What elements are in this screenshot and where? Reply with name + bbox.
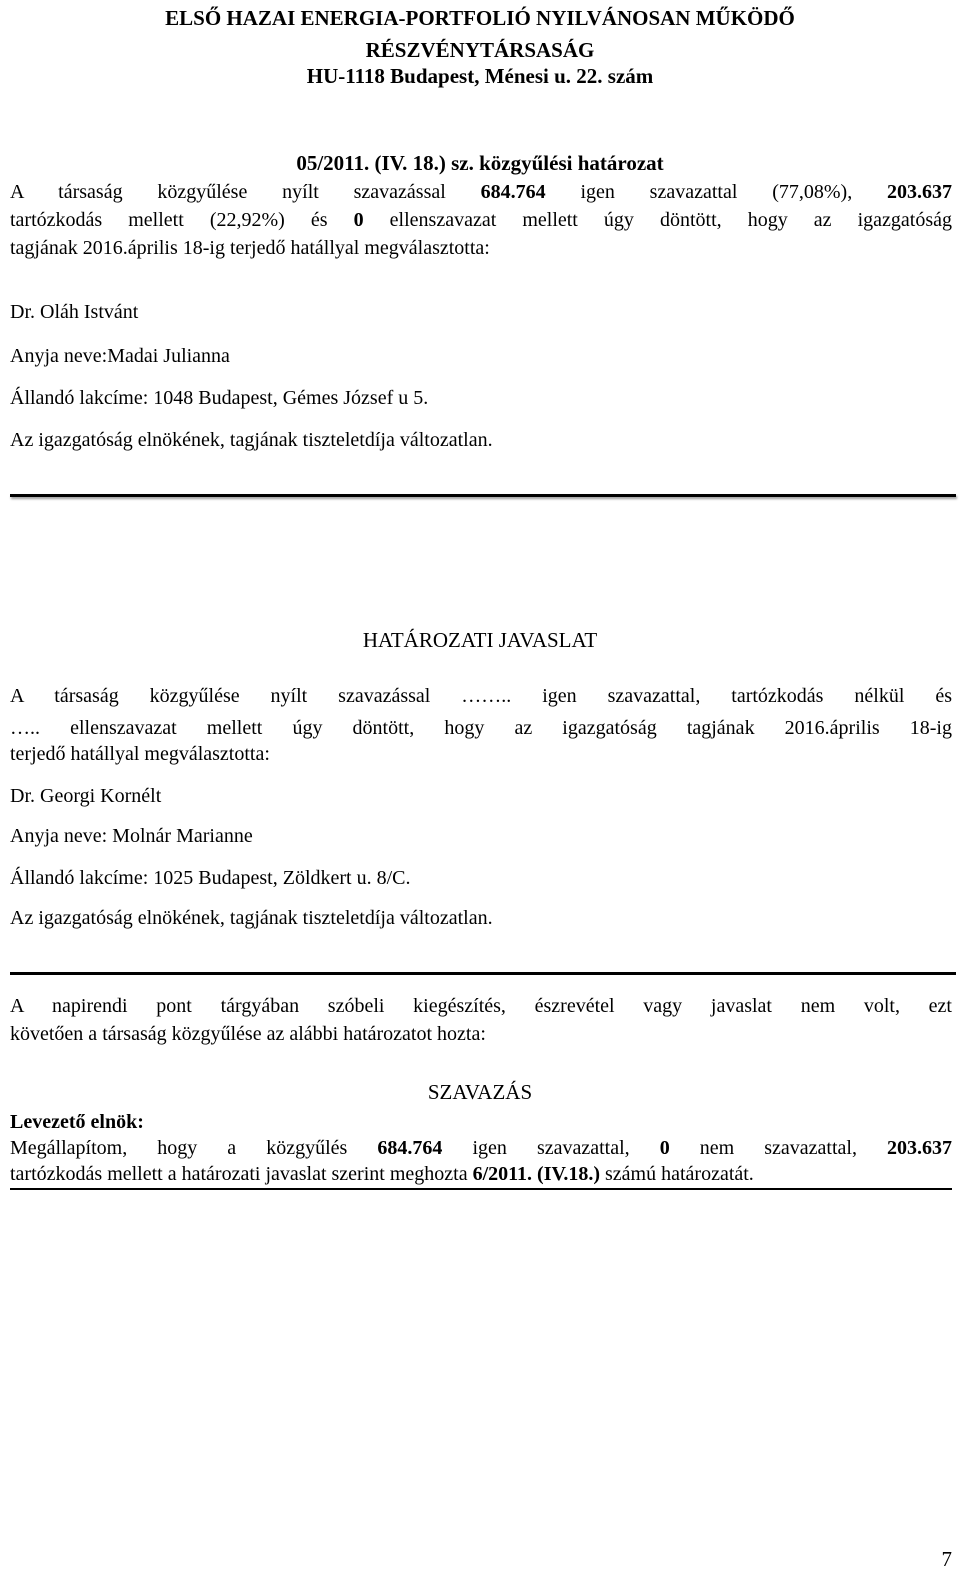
- elected-name: Dr. Oláh Istvánt: [10, 301, 139, 323]
- resolution-text-line1: A társaság közgyűlése nyílt szavazással 684.764 igen szavazattal (77,08%), 203.637: [10, 181, 953, 203]
- resolution-title: 05/2011. (IV. 18.) sz. közgyűlési határozat: [296, 151, 664, 175]
- vote-text-line2: tartózkodás mellett a határozati javaslat szerint meghozta 6/2011. (IV.18.) számú határozatát.: [10, 1163, 754, 1185]
- proposal-text-line3: terjedő hatállyal megválasztotta:: [10, 743, 270, 765]
- proposal-text-line2: ….. ellenszavazat mellett úgy döntött, hogy az igazgatóság tagjának 2016.április 18-ig: [10, 717, 952, 739]
- company-address: HU-1118 Budapest, Ménesi u. 22. szám: [306, 64, 654, 88]
- vote-no: 0: [659, 1137, 670, 1159]
- resolution-text-line3: tagjának 2016.április 18-ig terjedő hatállyal megválasztotta:: [10, 237, 490, 259]
- section-divider-2: [10, 972, 956, 975]
- proposal-text-line1: A társaság közgyűlése nyílt szavazással …….. igen szavazattal, tartózkodás nélkül és: [10, 685, 952, 707]
- chair-label: Levezető elnök:: [10, 1111, 144, 1133]
- vote-text-line1: Megállapítom, hogy a közgyűlés 684.764 igen szavazattal, 0 nem szavazattal, 203.637: [10, 1137, 953, 1159]
- proposed-name: Dr. Georgi Kornélt: [10, 785, 162, 807]
- mother-name: Anyja neve:Madai Julianna: [10, 345, 230, 367]
- company-name-line1: ELSŐ HAZAI ENERGIA-PORTFOLIÓ NYILVÁNOSAN MŰKÖDŐ: [165, 6, 795, 30]
- proposed-mother-name: Anyja neve: Molnár Marianne: [10, 825, 253, 847]
- resolution-text-line2: tartózkodás mellett (22,92%) és 0 ellenszavazat mellett úgy döntött, hogy az igazgatóság: [10, 209, 952, 231]
- agenda-text-line1: A napirendi pont tárgyában szóbeli kiegészítés, észrevétel vagy javaslat nem volt, ezt: [10, 995, 952, 1017]
- section-divider: [10, 494, 956, 497]
- proposed-address: Állandó lakcíme: 1025 Budapest, Zöldkert u. 8/C.: [10, 867, 411, 889]
- vote-underline: [10, 1188, 952, 1190]
- agenda-text-line2: követően a társaság közgyűlése az alábbi határozatot hozta:: [10, 1023, 486, 1045]
- proposal-title: HATÁROZATI JAVASLAT: [362, 628, 598, 652]
- page-number: 7: [941, 1547, 952, 1571]
- yes-votes: 684.764: [480, 181, 546, 203]
- company-name-line2: RÉSZVÉNYTÁRSASÁG: [365, 38, 595, 62]
- proposed-fee-statement: Az igazgatóság elnökének, tagjának tiszteletdíja változatlan.: [10, 907, 493, 929]
- vote-yes: 684.764: [377, 1137, 443, 1159]
- vote-abstain: 203.637: [887, 1137, 953, 1159]
- resolution-number: 6/2011. (IV.18.): [472, 1163, 600, 1185]
- vote-title: SZAVAZÁS: [427, 1080, 533, 1104]
- no-votes: 0: [353, 209, 364, 231]
- abstain-votes: 203.637: [887, 181, 953, 203]
- permanent-address: Állandó lakcíme: 1048 Budapest, Gémes József u 5.: [10, 387, 429, 409]
- fee-statement: Az igazgatóság elnökének, tagjának tiszteletdíja változatlan.: [10, 429, 493, 451]
